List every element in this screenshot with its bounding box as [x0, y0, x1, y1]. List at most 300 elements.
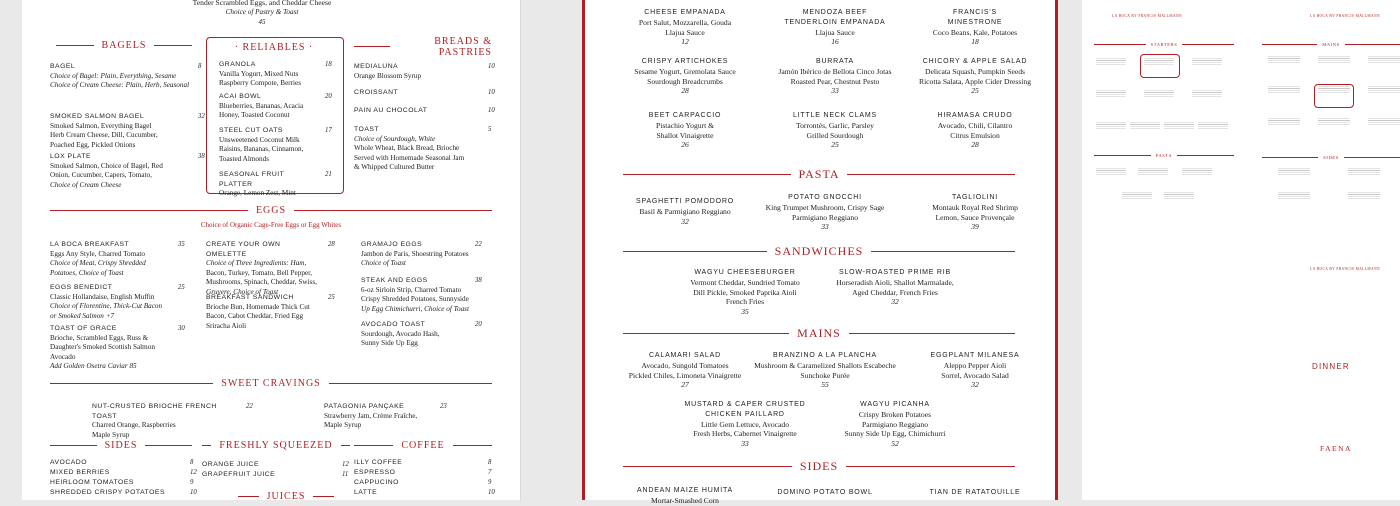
menu-item: [354, 468, 492, 478]
item-description: Sourdough Breadcrumbs: [647, 76, 723, 86]
item-description: 6-oz Sirloin Strip, Charred Tomato: [361, 285, 462, 294]
menu-item: [745, 351, 905, 390]
text-block: [1268, 56, 1300, 65]
item-name: STEEL CUT OATS: [219, 127, 283, 134]
rule-line: [1345, 44, 1400, 45]
text-block: [1268, 86, 1300, 95]
item-name: SPAGHETTI POMODORO: [636, 198, 734, 205]
item-description: Jamón Ibérico de Bellota Cinco Jotas: [778, 66, 892, 76]
item-description: Unsweetened Coconut Milk: [219, 135, 300, 144]
rule-line: [341, 445, 350, 446]
item-description: Smoked Salmon, Everything Bagel: [50, 121, 152, 130]
item-price: 8: [190, 459, 194, 466]
item-description: CHICKEN PAILLARD: [705, 410, 785, 418]
breads-header: [354, 36, 492, 58]
menu-item: [605, 57, 765, 96]
menu-item: [354, 106, 495, 116]
item-price: 9: [190, 479, 194, 486]
menu-item: [202, 470, 349, 480]
item-price: 32: [198, 113, 205, 120]
item-name: HIRAMASA CRUDO: [937, 112, 1013, 119]
menu-item: [206, 293, 335, 331]
menu-item: [745, 488, 905, 498]
item-description: Sesame Yogurt, Gremolata Sauce: [634, 66, 736, 76]
text-block: [1368, 86, 1400, 95]
menu-item: [354, 125, 492, 173]
item-name: LITTLE NECK CLAMS: [792, 112, 877, 119]
rule-line: [623, 333, 789, 334]
item-description: Orange, Lemon Zest, Mint: [219, 189, 296, 198]
item-name: ORANGE JUICE: [202, 461, 259, 468]
text-block: [1192, 58, 1222, 67]
item-price: 12: [681, 37, 689, 47]
item-description: Choice of Toast: [361, 259, 406, 268]
item-description: Coco Beans, Kale, Potatoes: [932, 27, 1018, 37]
section-title: SANDWICHES: [774, 244, 864, 258]
item-price: 33: [831, 86, 839, 96]
rule-line: [847, 174, 1015, 175]
item-price: 9: [488, 479, 492, 486]
item-name: SHREDDED CRISPY POTATOES: [50, 489, 165, 496]
item-description: & Whipped Cultured Butter: [354, 163, 435, 172]
item-name: MIXED BERRIES: [50, 469, 110, 476]
item-name: WAGYU CHEESEBURGER: [694, 269, 796, 276]
item-description: Maple Syrup: [92, 430, 130, 439]
item-name: ESPRESSO: [354, 469, 396, 476]
item-price: 32: [891, 297, 899, 307]
section-title: PASTA: [1155, 153, 1173, 158]
text-block: [1192, 90, 1222, 99]
item-description: Llajua Sauce: [665, 27, 705, 37]
item-description: Sorrel, Avocado Salad: [941, 370, 1009, 380]
menu-item: [895, 8, 1055, 47]
rule-line: [1177, 155, 1234, 156]
item-price: 52: [891, 439, 899, 449]
eggs-header: [50, 205, 492, 216]
rule-line: [294, 210, 492, 211]
menu-item: [50, 62, 202, 91]
item-description: Brioche, Scrambled Eggs, Russ &: [50, 333, 149, 342]
intro-line: Choice of Pastry & Toast: [225, 8, 299, 16]
text-block: [1130, 122, 1160, 131]
item-name: MENDOZA BEEF: [802, 9, 868, 16]
item-description: Mortar-Smashed Corn: [651, 495, 719, 505]
item-description: Choice of Bagel: Plain, Everything, Sesame: [50, 71, 177, 80]
text-block: [1268, 118, 1300, 127]
reliables-title: · RELIABLES ·: [234, 42, 314, 53]
item-name: BRANZINO A LA PLANCHA: [773, 352, 877, 359]
item-description: Choice of Three Ingredients: Ham,: [206, 259, 307, 268]
item-description: Choice of Cream Cheese: [50, 180, 122, 189]
item-name: STEAK AND EGGS: [361, 277, 428, 284]
item-name: AVOCADO TOAST: [361, 321, 426, 328]
item-name: LA BOCA BREAKFAST: [50, 241, 130, 248]
text-block: [1368, 118, 1400, 127]
bagels-header: [56, 40, 192, 51]
item-description: Bacon, Turkey, Tomato, Bell Pepper,: [206, 268, 313, 277]
section-title: BAGELS: [101, 40, 147, 51]
menu-item: [605, 486, 765, 506]
menu-item: [219, 170, 332, 199]
item-description: Choice of Florentine, Thick-Cut Bacon: [50, 302, 163, 311]
item-price: 10: [488, 489, 495, 496]
item-name: PAIN AU CHOCOLAT: [354, 107, 428, 114]
item-name: BAGEL: [50, 63, 76, 70]
menu-item: [219, 92, 332, 121]
item-name: LOX PLATE: [50, 153, 92, 160]
text-block: [1096, 90, 1126, 99]
pasta-header: [623, 167, 1015, 182]
item-description: Avocado: [50, 352, 76, 361]
menu-item: [219, 60, 332, 89]
item-name: LATTE: [354, 489, 378, 496]
header-text: LA BOCA BY FRANCIS MALLMANN: [1310, 267, 1380, 271]
section-title: FRESHLY SQUEEZED: [219, 440, 333, 451]
menu-item: [202, 460, 349, 470]
item-price: 12: [342, 461, 349, 468]
menu-item: [605, 197, 765, 226]
item-name: POTATO GNOCCHI: [788, 194, 862, 201]
intro-line: Tender Scrambled Eggs, and Cheddar Cheese: [192, 0, 332, 7]
menu-item: [361, 320, 482, 349]
item-price: 10: [488, 63, 495, 70]
item-description: Parmigiano Reggiano: [861, 419, 928, 429]
text-block: [1278, 192, 1310, 201]
item-name: WAGYU PICANHA: [860, 401, 930, 408]
item-name: EGGS BENEDICT: [50, 284, 113, 291]
section-title: COFFEE: [401, 440, 445, 451]
menu-item: [605, 8, 765, 47]
item-description: Sunchoke Purée: [800, 370, 850, 380]
section-title: MAINS: [797, 326, 841, 340]
text-block: [1318, 118, 1350, 127]
item-name: MUSTARD & CAPER CRUSTED: [684, 401, 806, 408]
coffee-header: [354, 440, 492, 451]
item-price: 10: [488, 107, 495, 114]
item-description: Torrontés, Garlic, Parsley: [796, 120, 874, 130]
sweet-cravings-header: [50, 378, 492, 389]
menu-item: [354, 88, 495, 98]
item-price: 8: [488, 459, 492, 466]
section-title: JUICES: [266, 491, 306, 502]
item-description: Llajua Sauce: [815, 27, 855, 37]
text-block: [1122, 192, 1152, 201]
rule-line: [202, 445, 211, 446]
item-description: Sunny Side Up Egg: [361, 339, 418, 348]
section-title: EGGS: [255, 205, 287, 216]
pasta-mini-header: [1094, 153, 1234, 158]
menu-item: [895, 57, 1055, 96]
item-description: Ricotta Salata, Apple Cider Dressing: [919, 76, 1031, 86]
text-block: [1138, 168, 1168, 177]
item-price: 20: [325, 93, 332, 100]
item-description: Maple Syrup: [324, 421, 362, 430]
item-description: Choice of Meat, Crispy Shredded: [50, 259, 146, 268]
menu-item: [92, 402, 253, 440]
rule-line: [354, 46, 390, 47]
mains-header: [623, 326, 1015, 341]
item-description: Horseradish Aioli, Shallot Marmalade,: [836, 277, 954, 287]
item-description: Vermont Cheddar, Sundried Tomato: [690, 277, 800, 287]
mains-mini-header: [1262, 42, 1400, 47]
item-description: Classic Hollandaise, English Muffin: [50, 292, 155, 301]
menu-item: [665, 268, 825, 317]
breads-title-line1: BREADS &: [434, 36, 492, 47]
item-name: CRISPY ARTICHOKES: [641, 58, 729, 65]
menu-item: [354, 62, 495, 81]
item-description: Montauk Royal Red Shrimp: [932, 202, 1018, 212]
item-name: MEDIALUNA: [354, 63, 399, 70]
section-title: SIDES: [799, 459, 839, 473]
item-name: CAPPUCINO: [354, 479, 399, 486]
rule-line: [849, 333, 1015, 334]
item-price: 28: [681, 86, 689, 96]
item-description: Up Egg Chimichurri, Choice of Toast: [361, 304, 469, 313]
sides-header: [50, 440, 192, 451]
item-description: Blueberries, Bananas, Acacia: [219, 101, 304, 110]
menu-preview-page: [1082, 0, 1400, 500]
rule-line: [846, 466, 1015, 467]
section-title: SIDES: [104, 440, 138, 451]
item-description: French Fries: [725, 297, 765, 307]
item-description: Bacon, Cabot Cheddar, Fried Egg: [206, 312, 304, 321]
text-block: [1318, 56, 1350, 65]
item-name: ANDEAN MAIZE HUMITA: [637, 487, 733, 494]
menu-item: [895, 193, 1055, 232]
item-description: Orange Blossom Syrup: [354, 71, 422, 80]
item-price: 18: [325, 61, 332, 68]
item-description: Sunny Side Up Egg, Chimichurri: [844, 429, 946, 439]
item-description: Vanilla Yogurt, Mixed Nuts: [219, 69, 299, 78]
item-name: GRAMAJO EGGS: [361, 241, 423, 248]
header-text: LA BOCA BY FRANCIS MALLMANN: [1310, 14, 1380, 18]
item-price: 30: [178, 325, 185, 332]
item-description: Port Salut, Mozzarella, Gouda: [638, 17, 732, 27]
rule-line: [1344, 157, 1400, 158]
item-name: BREAKFAST SANDWICH: [206, 294, 294, 301]
text-block: [1096, 168, 1126, 177]
item-name: NUT-CRUSTED BRIOCHE FRENCH TOAST: [92, 403, 217, 420]
item-description: Jambon de Paris, Shoestring Potatoes: [361, 249, 469, 258]
menu-item: [895, 111, 1055, 150]
rule-line: [1182, 44, 1234, 45]
menu-item: [324, 402, 447, 431]
item-price: 22: [246, 403, 253, 410]
rule-line: [238, 496, 259, 497]
item-description: Mushrooms, Spinach, Cheddar, Swiss,: [206, 278, 317, 287]
menu-item: [755, 57, 915, 96]
text-block: [1198, 122, 1228, 131]
item-price: 7: [488, 469, 492, 476]
item-description: Served with Homemade Seasonal Jam: [354, 153, 465, 162]
item-description: Roasted Pear, Chestnut Pesto: [790, 76, 880, 86]
item-description: Avocado, Sungold Tomatoes: [641, 360, 729, 370]
breads-title-line2: PASTRIES: [438, 47, 492, 58]
item-price: 26: [681, 140, 689, 150]
item-price: 55: [821, 380, 829, 390]
text-block: [1318, 86, 1350, 95]
item-description: Sriracha Aioli: [206, 321, 247, 330]
eggs-subtitle: Choice of Organic Cage-Free Eggs or Egg Whites: [200, 221, 342, 229]
item-description: Parmigiano Reggiano: [791, 212, 858, 222]
rule-line: [313, 496, 334, 497]
rule-line: [1094, 155, 1151, 156]
item-name: BEET CARPACCIO: [648, 112, 722, 119]
item-price: 35: [741, 307, 749, 317]
section-title: STARTERS: [1150, 42, 1178, 47]
item-price: 8: [198, 63, 202, 70]
menu-item: [50, 488, 197, 498]
item-name: DOMINO POTATO BOWL: [777, 489, 873, 496]
item-description: Delicata Squash, Pumpkin Seeds: [925, 66, 1025, 76]
item-price: 39: [971, 222, 979, 232]
item-name: GRAPEFRUIT JUICE: [202, 471, 276, 478]
menu-item: [50, 468, 197, 478]
menu-item: [354, 458, 492, 468]
section-title: SWEET CRAVINGS: [221, 378, 321, 389]
item-name: CROISSANT: [354, 89, 399, 96]
juices-header: [238, 491, 334, 502]
item-description: Shallot Vinaigrette: [656, 130, 714, 140]
rule-line: [154, 45, 192, 46]
item-description: or Smoked Salmon +7: [50, 311, 115, 320]
item-name: GRANOLA: [219, 61, 256, 68]
menu-item: [755, 111, 915, 150]
item-description: Crispy Broken Potatoes: [858, 409, 932, 419]
freshly-squeezed-header: [202, 440, 350, 451]
menu-item: [605, 111, 765, 150]
item-price: 25: [178, 284, 185, 291]
menu-item: [50, 240, 185, 278]
item-price: 5: [488, 126, 492, 133]
menu-item: [361, 240, 482, 269]
item-price: 16: [831, 37, 839, 47]
item-price: 25: [971, 86, 979, 96]
rule-line: [354, 445, 393, 446]
item-name: AVOCADO: [50, 459, 87, 466]
item-description: Dill Pickle, Smoked Paprika Aioli: [693, 287, 797, 297]
menu-item: [755, 8, 915, 47]
text-block: [1096, 122, 1126, 131]
item-description: Brioche Bun, Homemade Thick Cut: [206, 302, 310, 311]
item-description: Smoked Salmon, Choice of Bagel, Red: [50, 161, 163, 170]
intro-price: 45: [258, 18, 266, 26]
rule-line: [623, 174, 791, 175]
item-price: 28: [971, 140, 979, 150]
item-price: 35: [178, 241, 185, 248]
item-price: 23: [440, 403, 447, 410]
item-name: TOAST: [354, 126, 380, 133]
menu-item: [361, 276, 482, 314]
item-name: PATAGONIA PANÇAKE: [324, 403, 405, 410]
item-description: Pickled Chiles, Limoneta Vinaigrette: [628, 370, 742, 380]
item-name: SLOW-ROASTED PRIME RIB: [839, 269, 951, 276]
item-name: CALAMARI SALAD: [649, 352, 721, 359]
item-name: BURRATA: [815, 58, 854, 65]
item-description: Whole Wheat, Black Bread, Brioche: [354, 144, 460, 153]
text-block: [1144, 58, 1174, 67]
item-description: Grilled Sourdough: [806, 130, 864, 140]
item-name: CHEESE EMPANADA: [644, 9, 726, 16]
item-description: Fresh Herbs, Cabernet Vinaigrette: [693, 429, 797, 439]
item-description: Little Gem Lettuce, Avocado: [701, 419, 789, 429]
item-description: Honey, Toasted Coconut: [219, 111, 290, 120]
item-description: Aleppo Pepper Aioli: [943, 360, 1007, 370]
item-name: CHICORY & APPLE SALAD: [922, 58, 1028, 65]
item-description: Citrus Emulsion: [950, 130, 1000, 140]
item-price: 18: [971, 37, 979, 47]
sides-header: [623, 459, 1015, 474]
rule-line: [623, 251, 767, 252]
menu-item: [50, 324, 185, 372]
sides-mini-header: [1262, 155, 1400, 160]
menu-item: [665, 400, 825, 449]
item-price: 33: [741, 439, 749, 449]
item-description: Onion, Cucumber, Capers, Tomato,: [50, 171, 152, 180]
sandwiches-header: [623, 244, 1015, 259]
item-description: Lemon, Sauce Provençale: [935, 212, 1015, 222]
text-block: [1182, 168, 1212, 177]
item-description: Daughter's Smoked Scottish Salmon: [50, 343, 155, 352]
menu-item: [895, 488, 1055, 498]
text-block: [1368, 56, 1400, 65]
item-price: 10: [488, 89, 495, 96]
text-block: [1348, 168, 1380, 177]
item-price: 22: [475, 241, 482, 248]
item-description: Strawberry Jam, Crème Fraîche,: [324, 411, 418, 420]
menu-item: [50, 152, 205, 190]
item-description: Mushroom & Caramelized Shallots Escabeche: [754, 360, 896, 370]
item-name: SEASONAL FRUIT PLATTER: [219, 171, 285, 188]
rule-line: [50, 445, 97, 446]
menu-item: [895, 351, 1055, 390]
item-description: Poached Egg, Pickled Onions: [50, 140, 136, 149]
item-name: EGGPLANT MILANESA: [930, 352, 1020, 359]
item-price: 33: [821, 222, 829, 232]
item-name: TIAN DE RATATOUILLE: [929, 489, 1021, 496]
item-name: TAGLIOLINI: [952, 194, 998, 201]
rule-line: [1262, 44, 1317, 45]
item-price: 11: [342, 471, 349, 478]
dinner-title: DINNER: [1312, 362, 1350, 371]
header-text: LA BOCA BY FRANCIS MALLMANN: [1112, 14, 1182, 18]
section-title: MAINS: [1322, 42, 1340, 47]
menu-item: [50, 458, 194, 468]
rule-line: [1262, 157, 1318, 158]
item-description: Pistachio Yogurt &: [655, 120, 715, 130]
item-description: Basil & Parmigiano Reggiano: [639, 206, 731, 216]
text-block: [1096, 58, 1126, 67]
rule-line: [453, 445, 492, 446]
item-description: Raisins, Bananas, Cinnamon,: [219, 145, 304, 154]
section-title: PASTA: [798, 167, 840, 181]
rule-line: [1094, 44, 1146, 45]
rule-line: [50, 383, 213, 384]
menu-item: [50, 283, 185, 321]
menu-item: [745, 193, 905, 232]
menu-item: [219, 126, 332, 164]
item-price: 28: [328, 241, 335, 248]
text-block: [1164, 122, 1194, 131]
item-name: ILLY COFFEE: [354, 459, 403, 466]
item-price: 32: [681, 216, 689, 226]
item-name: TOAST OF GRACE: [50, 325, 117, 332]
rule-line: [50, 210, 248, 211]
item-description: Sourdough, Avocado Hash,: [361, 329, 440, 338]
item-name: SMOKED SALMON BAGEL: [50, 113, 145, 120]
item-price: 25: [831, 140, 839, 150]
rule-line: [871, 251, 1015, 252]
